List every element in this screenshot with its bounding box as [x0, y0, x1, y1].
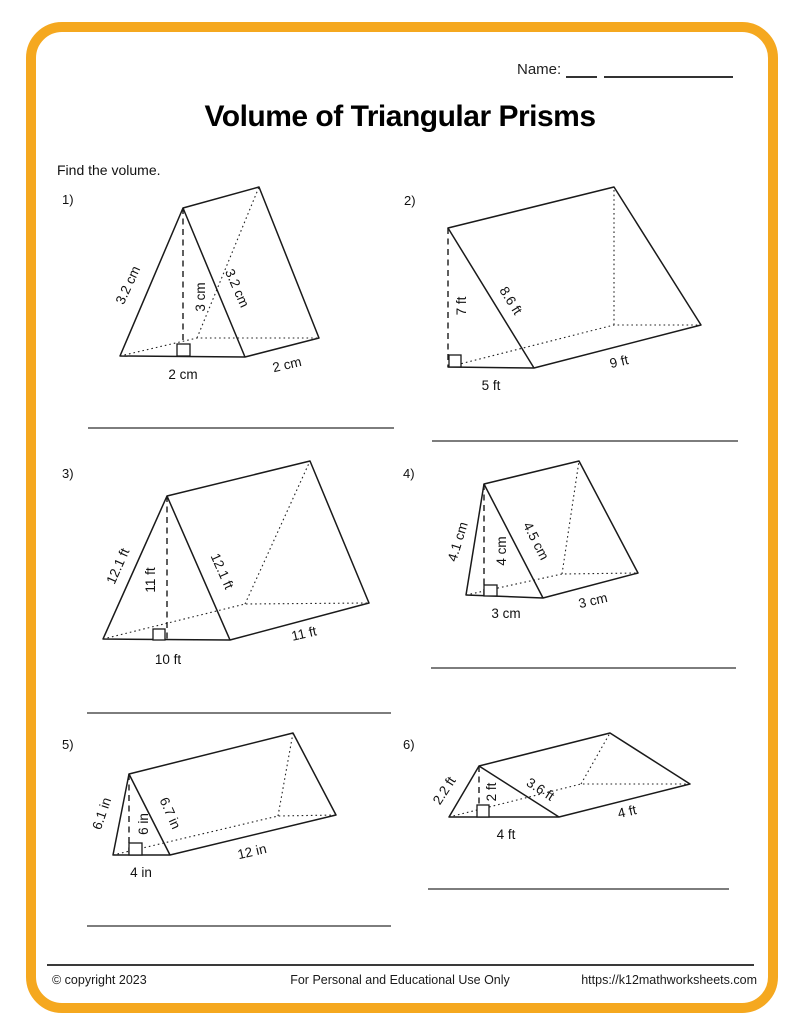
footer-copyright: © copyright 2023: [52, 973, 147, 987]
dimension-label-slant: 4.5 cm: [520, 519, 552, 563]
dimension-label-depth: 4 ft: [616, 802, 638, 822]
right-angle-marker: [129, 843, 142, 855]
footer-url: https://k12mathworksheets.com: [581, 973, 757, 987]
prism-edges: [120, 187, 319, 357]
dimension-label-slant: 3.2 cm: [222, 266, 253, 310]
dimension-label-slant: 8.6 ft: [496, 283, 526, 318]
dimension-label-height: 6 in: [136, 813, 151, 835]
dimension-label-left: 12.1 ft: [103, 545, 133, 587]
right-angle-marker: [484, 585, 497, 596]
dimension-label-depth: 9 ft: [608, 352, 630, 372]
footer-usage-note: For Personal and Educational Use Only: [290, 973, 510, 987]
dimension-label-height: 7 ft: [454, 296, 469, 316]
dimension-label-slant: 6.7 in: [156, 795, 184, 832]
dimension-label-height: 2 ft: [484, 782, 499, 802]
right-angle-marker: [177, 344, 190, 356]
dimension-label-left: 6.1 in: [89, 795, 115, 832]
prism-figure-6: [430, 733, 690, 842]
name-label: Name:: [517, 61, 562, 78]
answer-line-3: [87, 712, 391, 714]
prism-figure-2: [448, 187, 701, 393]
dimension-label-height: 4 cm: [494, 536, 509, 566]
problem-number-5: 5): [62, 737, 74, 752]
dimension-label-base: 3 cm: [491, 606, 521, 621]
problem-number-3: 3): [62, 466, 74, 481]
right-angle-marker: [153, 629, 165, 640]
problem-number-6: 6): [403, 737, 415, 752]
dimension-label-base: 4 in: [130, 865, 152, 880]
dimension-label-depth: 2 cm: [271, 354, 303, 376]
problem-number-4: 4): [403, 466, 415, 481]
dimension-label-base: 10 ft: [154, 652, 182, 667]
answer-line-4: [431, 667, 736, 669]
dimension-label-height: 11 ft: [143, 567, 158, 593]
dimension-label-height: 3 cm: [193, 282, 208, 312]
hidden-edges: [448, 187, 701, 367]
dimension-label-base: 4 ft: [496, 827, 516, 842]
dimension-label-base: 2 cm: [168, 367, 198, 382]
right-angle-marker: [449, 355, 461, 367]
dimension-label-left: 2.2 ft: [429, 773, 459, 808]
instruction-text: Find the volume.: [57, 162, 161, 178]
prism-edges: [113, 733, 336, 855]
dimension-label-left: 3.2 cm: [112, 263, 144, 307]
answer-line-5: [87, 925, 391, 927]
prism-figure-3: [103, 461, 369, 667]
dimension-label-slant: 3.6 ft: [523, 774, 558, 804]
prism-edges: [448, 187, 701, 368]
answer-line-2: [432, 440, 738, 442]
prism-edges: [466, 461, 638, 598]
page-title: Volume of Triangular Prisms: [204, 100, 596, 133]
prism-edges: [103, 461, 369, 640]
right-angle-marker: [477, 805, 489, 817]
dimension-label-slant: 12.1 ft: [207, 550, 237, 592]
prism-figure-1: [113, 187, 319, 382]
hidden-edges: [466, 461, 638, 595]
problem-number-1: 1): [62, 192, 74, 207]
dimension-label-base: 5 ft: [481, 378, 501, 393]
dimension-label-depth: 11 ft: [289, 623, 318, 644]
problem-number-2: 2): [404, 193, 416, 208]
prism-figure-5: [89, 733, 336, 880]
dimension-label-left: 4.1 cm: [444, 520, 471, 564]
answer-line-1: [88, 427, 394, 429]
hidden-edges: [120, 187, 319, 356]
dimension-label-depth: 12 in: [236, 841, 268, 863]
dimension-label-depth: 3 cm: [577, 590, 609, 612]
footer-divider: [47, 964, 754, 966]
answer-line-6: [428, 888, 729, 890]
prism-figure-4: [445, 461, 638, 621]
